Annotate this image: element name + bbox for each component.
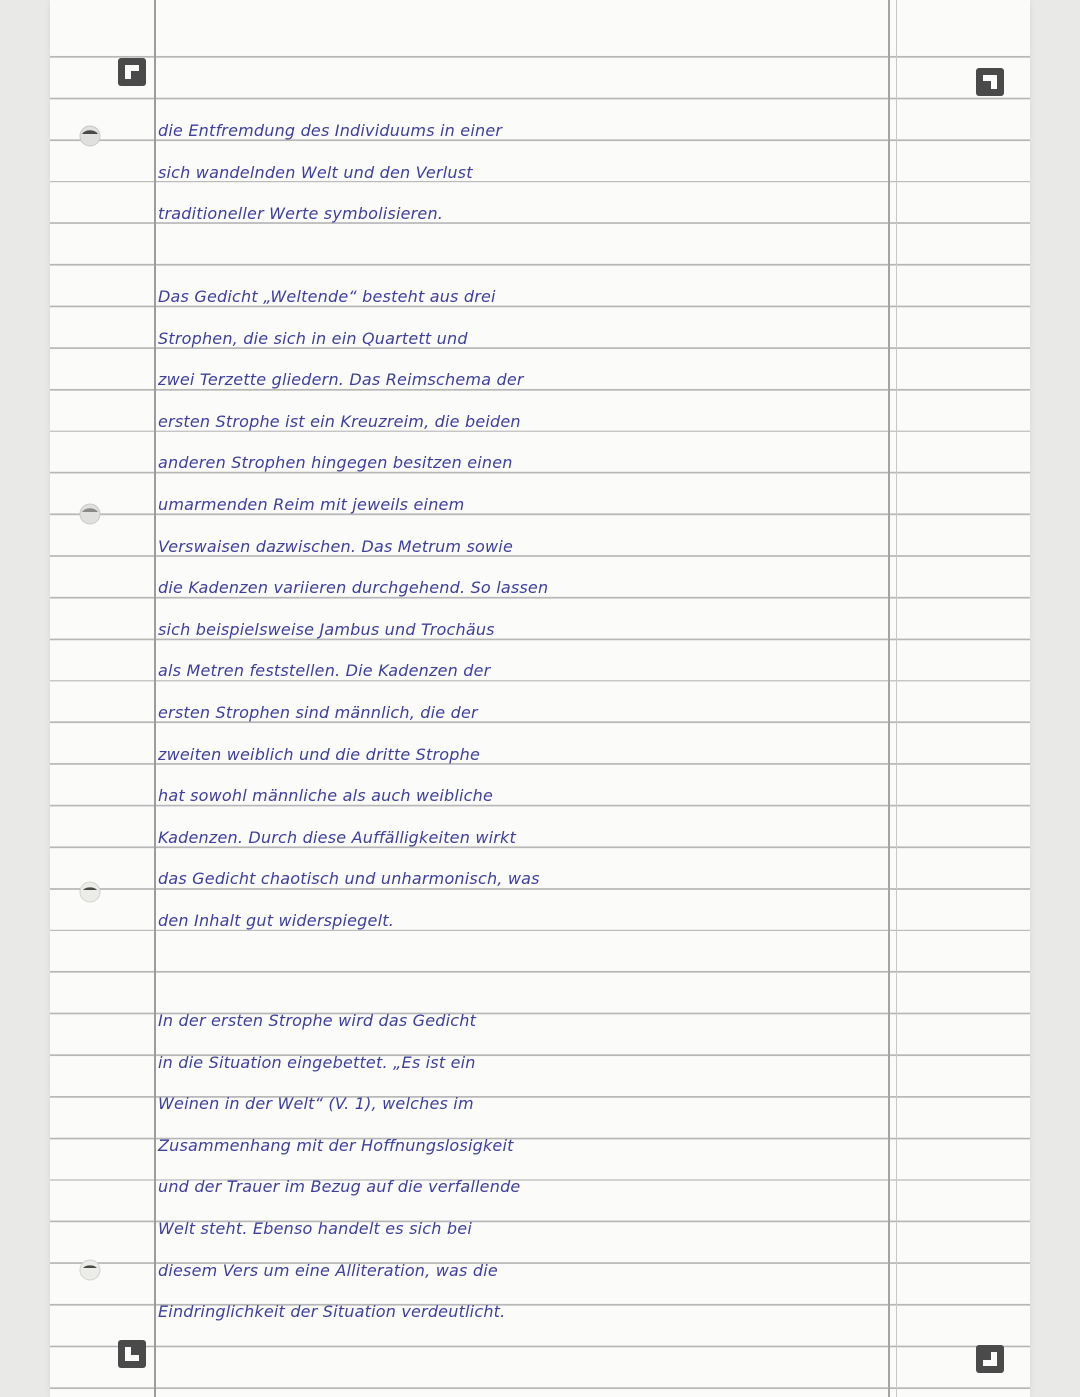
text-line: und der Trauer im Bezug auf die verfallende — [158, 1177, 521, 1197]
corner-mark-top-left-icon — [118, 58, 146, 86]
text-line: sich wandelnden Welt und den Verlust — [158, 162, 473, 182]
text-line: Eindringlichkeit der Situation verdeutlicht. — [158, 1302, 506, 1322]
text-line: den Inhalt gut widerspiegelt. — [158, 910, 394, 930]
text-line: Strophen, die sich in ein Quartett und — [158, 328, 468, 348]
text-line: Welt steht. Ebenso handelt es sich bei — [158, 1218, 472, 1238]
corner-mark-bottom-right-icon — [976, 1345, 1004, 1373]
punch-hole-icon — [78, 880, 102, 904]
text-line: umarmenden Reim mit jeweils einem — [158, 494, 465, 514]
text-line: Verswaisen dazwischen. Das Metrum sowie — [158, 536, 513, 556]
text-line: Weinen in der Welt“ (V. 1), welches im — [158, 1094, 474, 1114]
text-line: zwei Terzette gliedern. Das Reimschema der — [158, 370, 524, 390]
paragraph-intro-end — [158, 110, 898, 235]
text-line: die Kadenzen variieren durchgehend. So lassen — [158, 578, 549, 598]
punch-hole-icon — [78, 502, 102, 526]
text-line: das Gedicht chaotisch und unharmonisch, was — [158, 869, 540, 889]
punch-hole-icon — [78, 124, 102, 148]
text-line: zweiten weiblich und die dritte Strophe — [158, 744, 481, 764]
text-line: In der ersten Strophe wird das Gedicht — [158, 1011, 477, 1030]
text-line: hat sowohl männliche als auch weibliche — [158, 786, 494, 806]
text-line: als Metren feststellen. Die Kadenzen der — [158, 661, 491, 681]
text-line: die Entfremdung des Individuums in einer — [158, 121, 503, 140]
text-line: Zusammenhang mit der Hoffnungslosigkeit — [158, 1135, 514, 1155]
text-line: in die Situation eingebettet. „Es ist ein — [158, 1052, 476, 1072]
text-line: ersten Strophen sind männlich, die der — [158, 702, 478, 722]
corner-mark-bottom-left-icon — [118, 1340, 146, 1368]
punch-hole-icon — [78, 1258, 102, 1282]
text-line: traditioneller Werte symbolisieren. — [158, 204, 444, 224]
text-line: anderen Strophen hingegen besitzen einen — [158, 453, 513, 473]
paragraph-form-analysis — [158, 276, 898, 942]
paragraph-first-stanza — [158, 1000, 898, 1333]
text-line: diesem Vers um eine Alliteration, was die — [158, 1260, 498, 1280]
corner-mark-top-right-icon — [976, 68, 1004, 96]
text-line: Das Gedicht „Weltende“ besteht aus drei — [158, 287, 496, 306]
text-line: Kadenzen. Durch diese Auffälligkeiten wirkt — [158, 827, 516, 847]
text-line: sich beispielsweise Jambus und Trochäus — [158, 619, 495, 639]
text-line: ersten Strophe ist ein Kreuzreim, die beiden — [158, 411, 521, 431]
left-margin-line — [154, 0, 156, 1397]
